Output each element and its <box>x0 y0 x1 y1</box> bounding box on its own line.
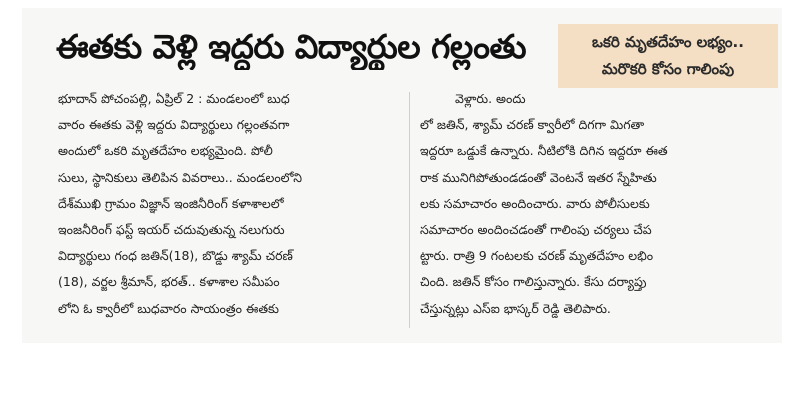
article-line: వెళ్లారు. అందు <box>455 91 526 106</box>
article-line: సమాచారం అందించడంతో గాలింపు చర్యలు చేప <box>420 221 652 237</box>
article-line: వారం ఈతకు వెళ్లి ఇద్దరు విద్యార్థులు గల్లంతవగా <box>58 117 290 133</box>
headline: ఈతకు వెళ్లి ఇద్దరు విద్యార్థుల గల్లంతు <box>56 27 527 66</box>
article-line: లో జతిన్, శ్యామ్ చరణ్ క్వారీలో దిగగా మిగతా <box>420 117 645 133</box>
article-line: చేస్తున్నట్లు ఎస్ఐ భాస్కర్ రెడ్డి తెలిపారు. <box>420 300 611 316</box>
article-line: లకు సమాచారం అందించారు. వారు పోలీసులకు <box>420 195 650 211</box>
subheadline-line: ఒకరి మృతదేహం లభ్యం.. <box>592 33 744 51</box>
article-line: రాక మునిగిపోతుండడంతో వెంటనే ఇతర స్నేహితు <box>420 169 657 185</box>
article-line: దేశ్‌ముఖి గ్రామం విజ్ఞాన్ ఇంజినీరింగ్ కళాశాలలో <box>58 195 284 211</box>
article-line: సులు, స్థానికులు తెలిపిన వివరాలు.. మండలంలోని <box>58 169 302 185</box>
subheadline-line: మరొకరి కోసం గాలింపు <box>601 60 735 78</box>
article-line: భూదాన్ పోచంపల్లి, ఏప్రిల్ 2 : మండలంలో బుధ <box>58 91 290 106</box>
article-line: ట్టారు. రాత్రి 9 గంటలకు చరణ్ మృతదేహం లభిం <box>420 248 654 264</box>
article-line: చింది. జతిన్ కోసం గాలిస్తున్నారు. కేసు దర్యాప్తు <box>420 274 647 290</box>
article-line: విద్యార్థులు గంధ జతిన్(18), బొడ్డు శ్యామ్ చరణ్ <box>58 248 293 264</box>
subheadline-box <box>558 24 778 88</box>
column-divider <box>409 92 410 328</box>
article-right-column <box>420 86 765 322</box>
article-line: లోని ఓ క్వారీలో బుధవారం సాయంత్రం ఈతకు <box>58 300 279 316</box>
article-line: అందులో ఒకరి మృతదేహం లభ్యమైంది. పోలీ <box>58 143 273 159</box>
article-line: ఇంజనీరింగ్ ఫస్ట్ ఇయర్ చదువుతున్న నలుగురు <box>58 221 285 237</box>
article-line: (18), వర్జల శ్రీమాన్, భరత్.. కళాశాల సమీపం <box>58 274 280 290</box>
article-line: ఇద్దరూ ఒడ్డుకే ఉన్నారు. నీటిలోకి దిగిన ఇద్దరూ ఈత <box>420 143 668 159</box>
article-left-column <box>58 86 398 322</box>
